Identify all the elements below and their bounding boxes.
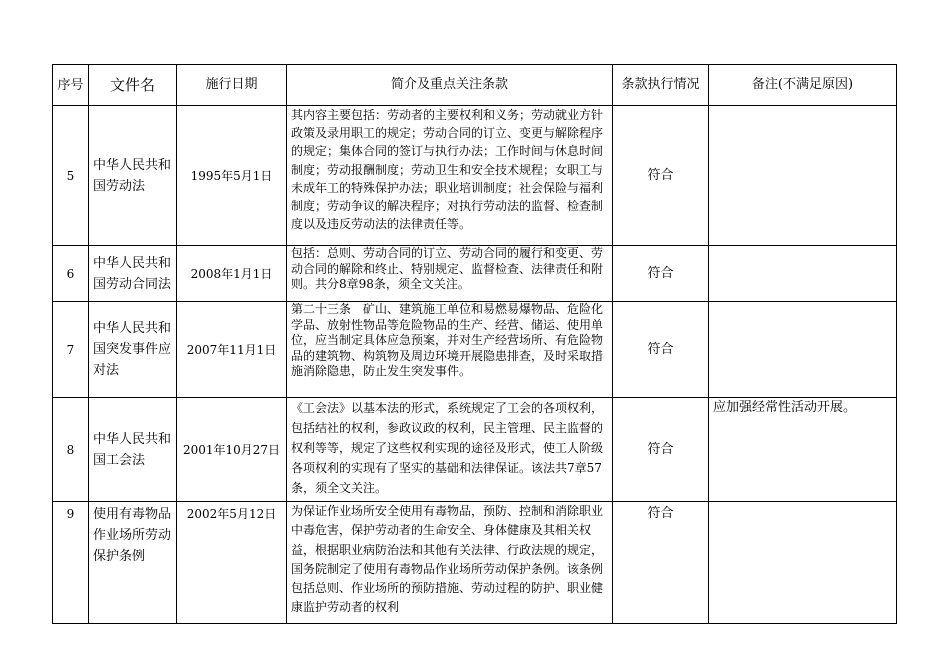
- header-serial-number: 序号: [53, 65, 89, 106]
- row-serial-number: 9: [53, 502, 89, 624]
- row-remarks: [709, 502, 897, 624]
- table-row: [53, 246, 897, 302]
- table-row: [53, 106, 897, 246]
- table-row: [53, 398, 897, 502]
- header-summary: 简介及重点关注条款: [287, 65, 613, 106]
- row-serial-number: 5: [53, 106, 89, 246]
- row-execution-status: 符合: [613, 302, 709, 398]
- table-row: [53, 302, 897, 398]
- header-execution-status: 条款执行情况: [613, 65, 709, 106]
- row-effective-date: 1995年5月1日: [177, 106, 287, 246]
- header-file-name: 文件名: [89, 65, 177, 106]
- row-remarks: [709, 302, 897, 398]
- row-file-name: 中华人民共和国突发事件应对法: [89, 302, 177, 398]
- row-remarks: 应加强经常性活动开展。: [709, 398, 897, 502]
- row-summary: 其内容主要包括：劳动者的主要权利和义务；劳动就业方针政策及录用职工的规定；劳动合同的订立、变更与解除程序的规定；集体合同的签订与执行办法；工作时间与休息时间制度；劳动报酬制度；劳动卫生和安全技术规程；女职工与未成年工的特殊保护办法；职业培训制度；社会保险与福利制度；劳动争议的解决程序；对执行劳动法的监督、检查制度以及违反劳动法的法律责任等。: [287, 106, 613, 246]
- row-effective-date: 2007年11月1日: [177, 302, 287, 398]
- header-remarks: 备注(不满足原因): [709, 65, 897, 106]
- row-file-name: 中华人民共和国劳动法: [89, 106, 177, 246]
- table-header-row: [53, 65, 897, 106]
- table-row: [53, 502, 897, 624]
- regulations-table: [52, 64, 897, 624]
- row-execution-status: 符合: [613, 246, 709, 302]
- row-serial-number: 6: [53, 246, 89, 302]
- row-file-name: 中华人民共和国劳动合同法: [89, 246, 177, 302]
- row-summary: 为保证作业场所安全使用有毒物品，预防、控制和消除职业中毒危害，保护劳动者的生命安全、身体健康及其相关权益，根据职业病防治法和其他有关法律、行政法规的规定，国务院制定了使用有毒物品作业场所劳动保护条例。该条例包括总则、作业场所的预防措施、劳动过程的防护、职业健康监护劳动者的权利: [287, 502, 613, 624]
- row-execution-status: 符合: [613, 502, 709, 624]
- row-summary: 包括：总则、劳动合同的订立、劳动合同的履行和变更、劳动合同的解除和终止、特别规定、监督检查、法律责任和附则。共分8章98条，须全文关注。: [287, 246, 613, 302]
- row-file-name: 使用有毒物品作业场所劳动保护条例: [89, 502, 177, 624]
- row-effective-date: 2002年5月12日: [177, 502, 287, 624]
- row-execution-status: 符合: [613, 106, 709, 246]
- row-file-name: 中华人民共和国工会法: [89, 398, 177, 502]
- header-effective-date: 施行日期: [177, 65, 287, 106]
- row-effective-date: 2008年1月1日: [177, 246, 287, 302]
- row-summary: 第二十三条 矿山、建筑施工单位和易燃易爆物品、危险化学品、放射性物品等危险物品的生产、经营、储运、使用单位，应当制定具体应急预案，并对生产经营场所、有危险物品的建筑物、构筑物及周边环境开展隐患排查，及时采取措施消除隐患，防止发生突发事件。: [287, 302, 613, 398]
- row-effective-date: 2001年10月27日: [177, 398, 287, 502]
- row-serial-number: 8: [53, 398, 89, 502]
- row-remarks: [709, 246, 897, 302]
- row-summary: 《工会法》以基本法的形式，系统规定了工会的各项权利，包括结社的权利，参政议政的权利，民主管理、民主监督的权利等等，规定了这些权利实现的途径及形式，使工人阶级各项权利的实现有了坚实的基础和法律保证。该法共7章57条，须全文关注。: [287, 398, 613, 502]
- row-remarks: [709, 106, 897, 246]
- row-serial-number: 7: [53, 302, 89, 398]
- row-execution-status: 符合: [613, 398, 709, 502]
